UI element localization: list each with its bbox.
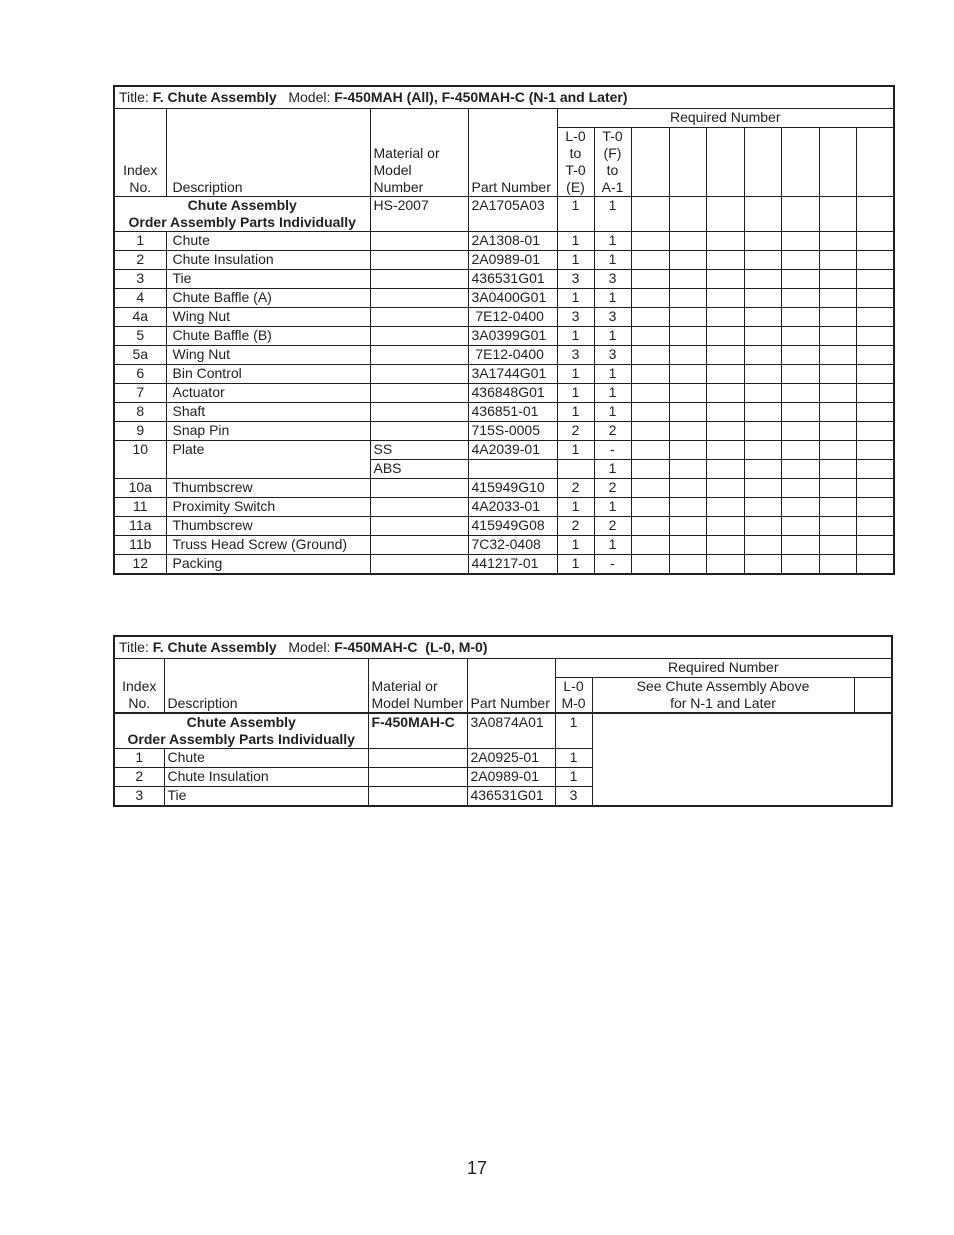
row-qty-2: 1 (594, 498, 631, 517)
row-description: Truss Head Screw (Ground) (166, 536, 370, 555)
row-index: 3 (114, 787, 164, 807)
row-part-number: 4A2033-01 (468, 498, 557, 517)
row-description: Wing Nut (166, 346, 370, 365)
row-material (370, 327, 468, 346)
row-part-number: 436851-01 (468, 403, 557, 422)
table-row (114, 441, 894, 460)
row-qty-1: 1 (557, 384, 594, 403)
table-row (114, 555, 894, 575)
row-index: 2 (114, 251, 166, 270)
assembly-material: HS-2007 (370, 197, 468, 232)
row-part-number: 3A1744G01 (468, 365, 557, 384)
row-qty-2: - (594, 555, 631, 575)
row-index: 12 (114, 555, 166, 575)
row-index: 11a (114, 517, 166, 536)
row-index: 4a (114, 308, 166, 327)
header-col-l0-t0e: L-0 to T-0 (E) (557, 128, 594, 197)
assembly-note: Order Assembly Parts Individually (128, 214, 356, 230)
title-name: F. Chute Assembly (152, 639, 277, 655)
table-row (114, 403, 894, 422)
row-material (370, 555, 468, 575)
row-material (368, 749, 467, 768)
row-material (370, 346, 468, 365)
row-description: Thumbscrew (166, 517, 370, 536)
table-row (114, 251, 894, 270)
row-qty-1: 1 (557, 536, 594, 555)
row-part-number: 715S-0005 (468, 422, 557, 441)
row-part-number: 2A0989-01 (468, 251, 557, 270)
row-qty-1: 1 (557, 555, 594, 575)
row-description: Plate (166, 441, 370, 479)
row-material (370, 308, 468, 327)
table-row (114, 422, 894, 441)
row-qty-2: 2 (594, 517, 631, 536)
row-part-number: 2A0989-01 (467, 768, 555, 787)
row-description: Proximity Switch (166, 498, 370, 517)
header-material: Material or Model Number (370, 109, 468, 197)
row-index: 1 (114, 232, 166, 251)
row-index: 10a (114, 479, 166, 498)
row-qty-1: 3 (557, 270, 594, 289)
row-description: Chute Baffle (A) (166, 289, 370, 308)
row-qty-1: 3 (557, 346, 594, 365)
table-row (114, 270, 894, 289)
row-part-number: 2A0925-01 (467, 749, 555, 768)
row-description: Wing Nut (166, 308, 370, 327)
row-material (368, 787, 467, 807)
row-qty-1: 1 (557, 365, 594, 384)
row-description: Chute (166, 232, 370, 251)
row-material (370, 289, 468, 308)
row-material (370, 536, 468, 555)
row-index: 8 (114, 403, 166, 422)
row-qty-1: 1 (557, 441, 594, 460)
row-qty-2: 1 (594, 460, 631, 479)
assembly-part: 2A1705A03 (468, 197, 557, 232)
assembly-qty-2: 1 (594, 197, 631, 232)
row-part-number (468, 460, 557, 479)
row-qty-2: 3 (594, 308, 631, 327)
row-description: Thumbscrew (166, 479, 370, 498)
row-index: 7 (114, 384, 166, 403)
row-material: ABS (370, 460, 468, 479)
row-qty-2: 3 (594, 346, 631, 365)
row-material (370, 270, 468, 289)
title-name: F. Chute Assembly (152, 89, 277, 105)
row-qty-2: 2 (594, 479, 631, 498)
table-title: Title: F. Chute Assembly Model: F-450MAH-C (L-0, M-0) (114, 636, 892, 659)
page-number: 17 (466, 1158, 488, 1178)
row-part-number: 4A2039-01 (468, 441, 557, 460)
header-material: Material or Model Number (368, 659, 467, 714)
row-index: 1 (114, 749, 164, 768)
header-index: Index No. (114, 109, 166, 197)
assembly-note: Order Assembly Parts Individually (127, 731, 355, 747)
row-qty-2: 1 (594, 384, 631, 403)
row-material: SS (370, 441, 468, 460)
row-material (370, 479, 468, 498)
row-material (370, 365, 468, 384)
row-qty-2: - (594, 441, 631, 460)
row-qty-1: 1 (555, 749, 592, 768)
row-qty-2: 2 (594, 422, 631, 441)
row-part-number: 436531G01 (467, 787, 555, 807)
model-value: F-450MAH (All), F-450MAH-C (N-1 and Later) (334, 89, 628, 105)
row-index: 4 (114, 289, 166, 308)
row-qty-1: 1 (557, 232, 594, 251)
row-index: 11 (114, 498, 166, 517)
row-material (370, 517, 468, 536)
row-part-number: 3A0400G01 (468, 289, 557, 308)
row-qty-1: 3 (557, 308, 594, 327)
row-part-number: 436848G01 (468, 384, 557, 403)
row-qty-1: 1 (557, 289, 594, 308)
row-description: Chute Insulation (166, 251, 370, 270)
row-part-number: 7C32-0408 (468, 536, 557, 555)
header-col-t0f-a1: T-0 (F) to A-1 (594, 128, 631, 197)
row-material (368, 768, 467, 787)
row-description: Chute (164, 749, 368, 768)
row-index: 5a (114, 346, 166, 365)
row-part-number: 2A1308-01 (468, 232, 557, 251)
row-qty-1: 2 (557, 517, 594, 536)
row-index: 5 (114, 327, 166, 346)
row-qty-1: 1 (557, 403, 594, 422)
table-row (114, 479, 894, 498)
assembly-qty-1: 1 (557, 197, 594, 232)
row-part-number: 7E12-0400 (468, 308, 557, 327)
row-description: Shaft (166, 403, 370, 422)
row-qty-1: 1 (557, 498, 594, 517)
table-row (114, 289, 894, 308)
assembly-row (114, 197, 894, 232)
table-title: Title: F. Chute Assembly Model: F-450MAH (All), F-450MAH-C (N-1 and Later) (114, 86, 894, 109)
header-required-number: Required Number (555, 659, 892, 678)
table-row (114, 308, 894, 327)
header-part-number: Part Number (468, 109, 557, 197)
assembly-row (114, 713, 892, 749)
row-part-number: 415949G10 (468, 479, 557, 498)
row-index: 9 (114, 422, 166, 441)
header-part-number: Part Number (467, 659, 555, 714)
table-row (114, 384, 894, 403)
row-part-number: 436531G01 (468, 270, 557, 289)
assembly-name: Chute Assembly (186, 714, 296, 730)
row-qty-1: 1 (557, 251, 594, 270)
table-row (114, 498, 894, 517)
header-description: Description (166, 109, 370, 197)
row-qty-2: 1 (594, 327, 631, 346)
parts-table-n1-later (113, 85, 895, 575)
blank-area (592, 713, 892, 806)
assembly-name: Chute Assembly (187, 197, 297, 213)
row-qty-2: 1 (594, 232, 631, 251)
row-description: Tie (166, 270, 370, 289)
row-index: 11b (114, 536, 166, 555)
header-col-l0-m0: L-0 M-0 (555, 678, 592, 714)
header-description: Description (164, 659, 368, 714)
row-qty-2: 1 (594, 403, 631, 422)
row-material (370, 422, 468, 441)
row-part-number: 7E12-0400 (468, 346, 557, 365)
row-qty-1: 1 (557, 327, 594, 346)
row-index: 3 (114, 270, 166, 289)
row-description: Packing (166, 555, 370, 575)
table-row (114, 365, 894, 384)
row-description: Chute Baffle (B) (166, 327, 370, 346)
row-description: Actuator (166, 384, 370, 403)
assembly-qty-1: 1 (555, 713, 592, 749)
row-index: 6 (114, 365, 166, 384)
table-row (114, 346, 894, 365)
parts-table-l0-m0 (113, 635, 893, 807)
table-row (114, 327, 894, 346)
row-material (370, 384, 468, 403)
row-qty-2: 1 (594, 365, 631, 384)
row-part-number: 415949G08 (468, 517, 557, 536)
model-value: F-450MAH-C (L-0, M-0) (334, 639, 488, 655)
row-material (370, 232, 468, 251)
row-description: Bin Control (166, 365, 370, 384)
row-material (370, 403, 468, 422)
header-required-number: Required Number (557, 109, 894, 128)
row-index: 10 (114, 441, 166, 479)
row-material (370, 251, 468, 270)
row-part-number: 441217-01 (468, 555, 557, 575)
assembly-part: 3A0874A01 (467, 713, 555, 749)
row-description: Tie (164, 787, 368, 807)
row-qty-1: 1 (555, 768, 592, 787)
row-index: 2 (114, 768, 164, 787)
row-qty-2: 1 (594, 536, 631, 555)
row-part-number: 3A0399G01 (468, 327, 557, 346)
table-row (114, 536, 894, 555)
row-description: Snap Pin (166, 422, 370, 441)
table-row (114, 517, 894, 536)
row-qty-1 (557, 460, 594, 479)
row-qty-2: 1 (594, 289, 631, 308)
row-qty-2: 3 (594, 270, 631, 289)
row-qty-1: 2 (557, 479, 594, 498)
row-qty-1: 2 (557, 422, 594, 441)
row-qty-1: 3 (555, 787, 592, 807)
row-description: Chute Insulation (164, 768, 368, 787)
row-material (370, 498, 468, 517)
assembly-material: F-450MAH-C (368, 713, 467, 749)
header-see-above: See Chute Assembly Above for N-1 and Later (592, 678, 854, 714)
row-qty-2: 1 (594, 251, 631, 270)
header-index: Index No. (114, 659, 164, 714)
table-row (114, 232, 894, 251)
